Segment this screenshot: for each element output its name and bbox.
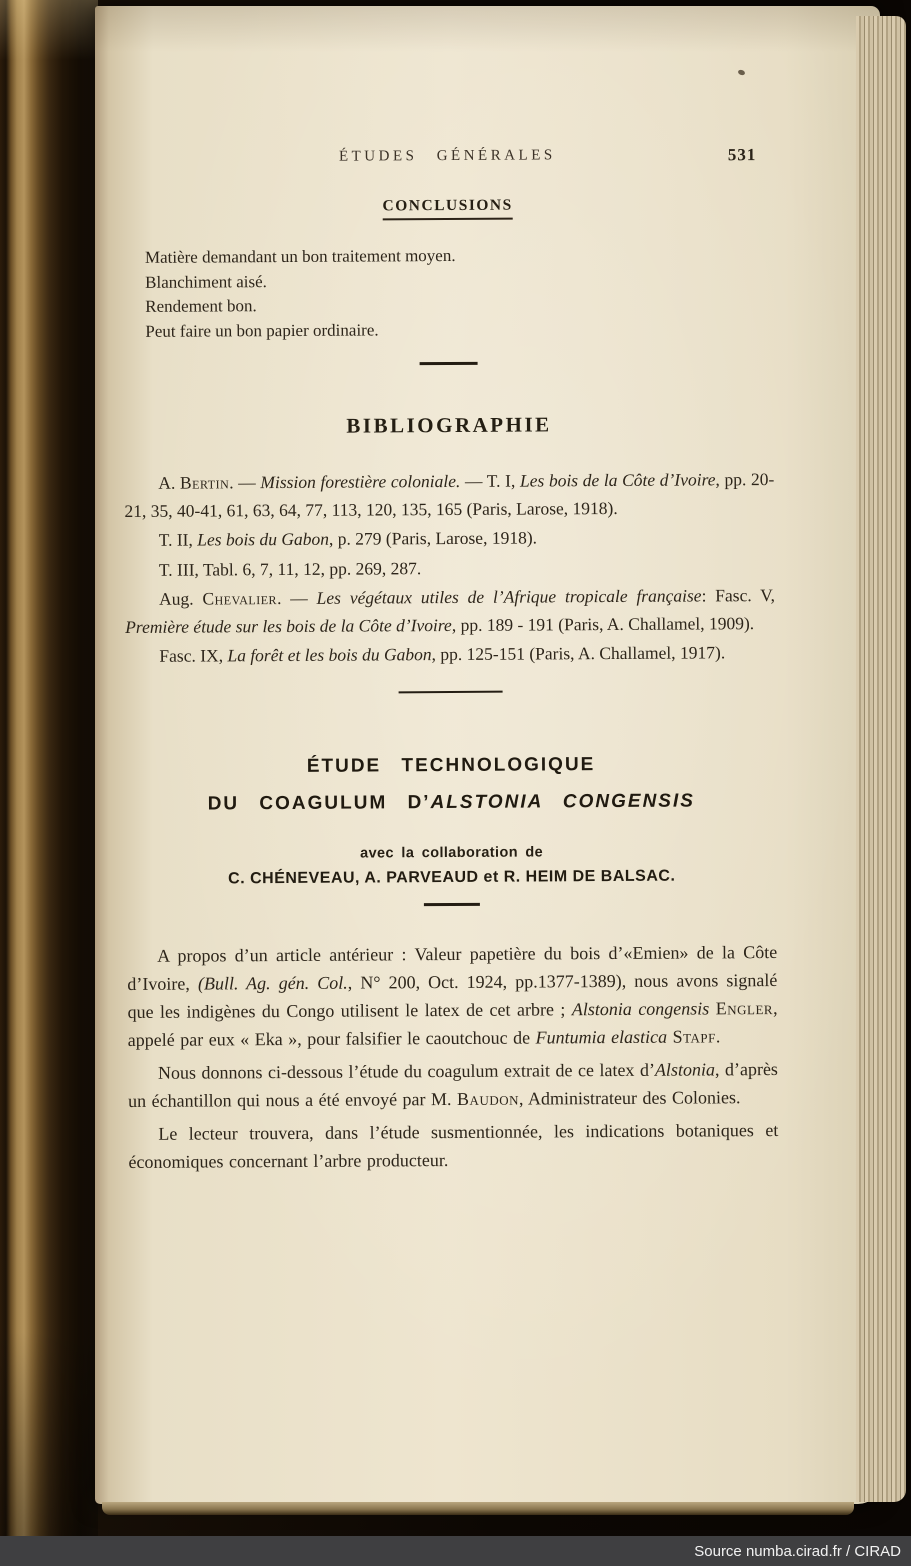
source-attribution-text: Source numba.cirad.fr / CIRAD (694, 1542, 901, 1560)
bibliography-entry: T. III, Tabl. 6, 7, 11, 12, pp. 269, 287. (158, 557, 422, 580)
page-number: 531 (727, 145, 757, 165)
section-divider (399, 690, 503, 693)
body-paragraph: A propos d’un article antérieur : Valeur papetière du bois d’«Emien» de la Côte d’Ivoire, (Bull. Ag. gén. Col., N° 200, Oct. 1924, pp.1377-1389), nous avons signalé que les indigènes du Congo utilisent le latex de cet arbre ; Alstonia congensis Engler, appelé par eux « Eka », pour falsifier le caoutchouc de Funtumia elastica Stapf. (127, 941, 778, 1050)
article-title (126, 745, 776, 823)
conclusions-heading: CONCLUSIONS (123, 195, 773, 222)
book-page (95, 6, 880, 1504)
article-title-line1: ÉTUDE TECHNOLOGIQUE (306, 753, 596, 777)
conclusions-list (145, 242, 774, 344)
body-paragraph: Le lecteur trouvera, dans l’étude susmentionnée, les indications botaniques et économiques concernant l’arbre producteur. (128, 1119, 779, 1172)
conclusion-line: Matière demandant un bon traitement moyen. (144, 245, 456, 267)
bibliography-entry: Fasc. IX, La forêt et les bois du Gabon, pp. 125-151 (Paris, A. Challamel, 1917). (159, 642, 726, 666)
bibliography-list (124, 466, 775, 670)
bibliography-entry: Aug. Chevalier. — Les végétaux utiles de l’Afrique tropicale française: Fasc. V, Première étude sur les bois de la Côte d’Ivoire, pp. 189 - 191 (Paris, A. Challamel, 1909). (125, 585, 776, 637)
section-divider (424, 902, 480, 905)
conclusion-line: Peut faire un bon papier ordinaire. (145, 319, 379, 341)
running-title: ÉTUDES GÉNÉRALES (338, 147, 556, 165)
book-spine (0, 0, 98, 1566)
article-title-line2: DU COAGULUM D’ALSTONIA CONGENSIS (207, 790, 695, 814)
authors-line: C. CHÉNEVEAU, A. PARVEAUD et R. HEIM DE BALSAC. (228, 867, 676, 887)
page-content (121, 6, 778, 1180)
page-stack-edges (856, 16, 906, 1502)
collaboration-note: avec la collaboration de (360, 843, 544, 862)
running-header (122, 146, 772, 167)
bibliography-entry: A. Bertin. — Mission forestière coloniale. — T. I, Les bois de la Côte d’Ivoire, pp. 20-21, 35, 40-41, 61, 63, 64, 77, 113, 120, 135, 165 (Paris, Larose, 1918). (124, 469, 775, 521)
conclusion-line: Rendement bon. (145, 296, 257, 316)
section-divider (420, 362, 478, 365)
source-attribution-bar (0, 1536, 911, 1566)
conclusion-line: Blanchiment aisé. (145, 271, 267, 292)
page-stack-bottom-edge (102, 1502, 854, 1515)
bibliography-entry: T. II, Les bois du Gabon, p. 279 (Paris, Larose, 1918). (158, 527, 538, 550)
article-body (127, 938, 778, 1176)
body-paragraph: Nous donnons ci-dessous l’étude du coagulum extrait de ce latex d’Alstonia, d’après un échantillon qui nous a été envoyé par M. Baudon, Administrateur des Colonies. (128, 1058, 778, 1111)
bibliography-heading: BIBLIOGRAPHIE (346, 412, 552, 438)
